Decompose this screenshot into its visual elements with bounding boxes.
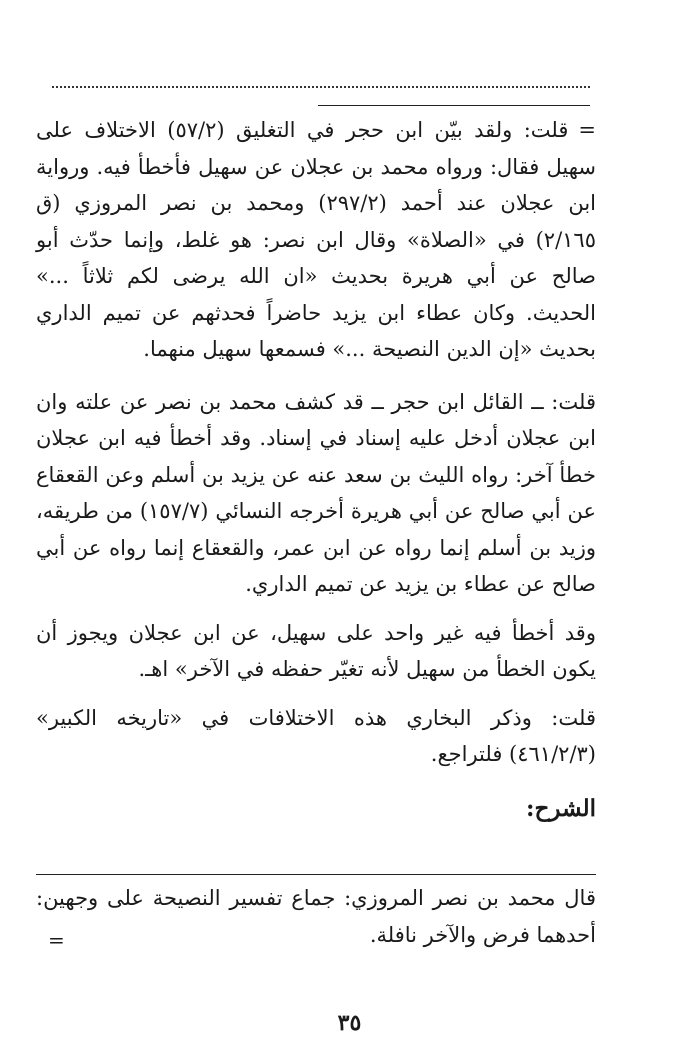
continuation-marker-bottom: = [48,928,65,952]
footnote-rule [318,105,590,106]
footnote-paragraph-3: وقد أخطأ فيه غير واحد على سهيل، عن ابن عجلان ويجوز أن يكون الخطأ من سهيل لأنه تغيّر حفظه في الآخر» اهـ. [36,620,596,681]
dotted-separator [52,86,590,88]
footnote-paragraph-2: قلت: ــ القائل ابن حجر ــ قد كشف محمد بن نصر عن علته وان ابن عجلان أدخل عليه إسناد في إسناد. وقد أخطأ فيه ابن عجلان خطأ آخر: رواه الليث بن سعد عنه عن يزيد بن أسلم وعن القعقاع عن أبي صالح عن أبي هريرة أخرجه النسائي (١٥٧/٧) من طريقه، وزيد بن أسلم إنما رواه عن ابن عمر، والقعقاع إنما رواه عن أبي صالح عن عطاء بن يزيد عن تميم الداري. [36,389,596,596]
footnote-paragraph-1-text: قلت: ولقد بيّن ابن حجر في التغليق (٥٧/٢) الاختلاف على سهيل فقال: ورواه محمد بن عجلان عن سهيل فأخطأ فيه. ورواية ابن عجلان عند أحمد (٢٩٧/٢) ومحمد بن نصر المروزي (ق ٢/١٦٥) في «الصلاة» وقال ابن نصر: هو غلط، وإنما حدّث أبو صالح عن أبي هريرة بحديث «ان الله يرضى لكم ثلاثاً ...» الحديث. وكان عطاء ابن يزيد حاضراً فحدثهم عن تميم الداري بحديث «إن الدين النصيحة ...» فسمعها سهيل منهما. [36,118,596,361]
sharh-block [36,880,596,953]
footnote-paragraph-1 [36,112,596,368]
sharh-heading: الشرح: [526,794,596,822]
continuation-marker-top: = [578,118,596,142]
sharh-paragraph: قال محمد بن نصر المروزي: جماع تفسير النصيحة على وجهين: أحدهما فرض والآخر نافلة. [36,886,596,947]
sharh-rule [36,874,596,875]
page-number: ٣٥ [337,1010,362,1036]
footnote-paragraph-4: قلت: وذكر البخاري هذه الاختلافات في «تاريخه الكبير» (٤٦١/٢/٣) فلتراجع. [36,705,596,766]
footnote-block [36,112,596,841]
